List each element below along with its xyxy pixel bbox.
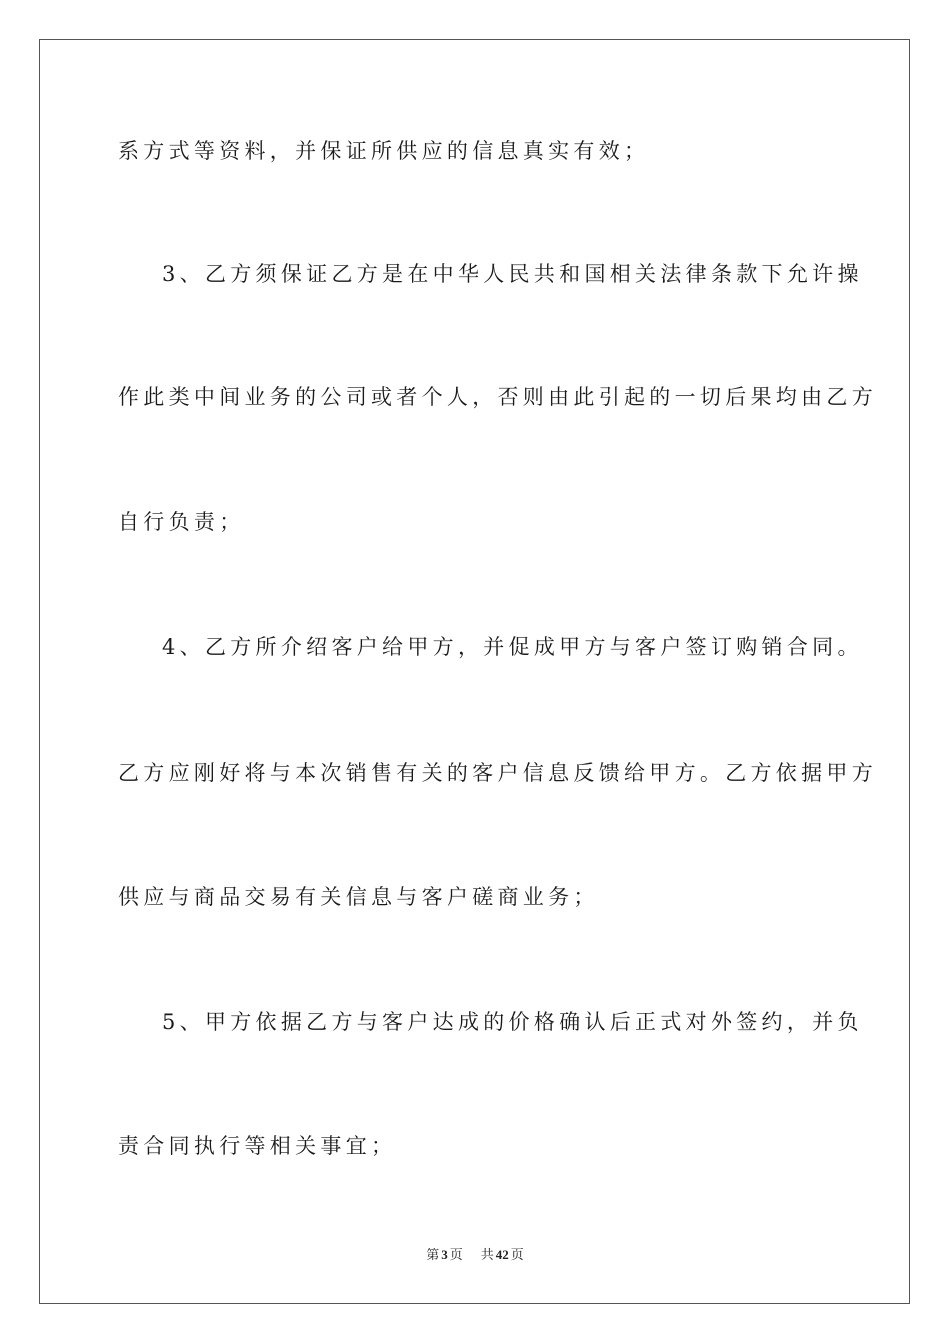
paragraph-line-7: 供应与商品交易有关信息与客户磋商业务； xyxy=(118,885,599,909)
paragraph-line-9: 责合同执行等相关事宜； xyxy=(118,1134,397,1158)
paragraph-line-2: 3、乙方须保证乙方是在中华人民共和国相关法律条款下允许操 xyxy=(162,262,863,286)
total-prefix: 共 xyxy=(480,1247,494,1262)
paragraph-line-3: 作此类中间业务的公司或者个人，否则由此引起的一切后果均由乙方 xyxy=(118,385,877,409)
paragraph-line-1: 系方式等资料，并保证所供应的信息真实有效； xyxy=(118,139,650,163)
paragraph-line-6: 乙方应刚好将与本次销售有关的客户信息反馈给甲方。乙方依据甲方 xyxy=(118,761,877,785)
paragraph-line-8: 5、甲方依据乙方与客户达成的价格确认后正式对外签约，并负 xyxy=(162,1010,863,1034)
page-prefix: 第 xyxy=(426,1247,440,1262)
page-border xyxy=(39,39,910,1304)
paragraph-line-5: 4、乙方所介绍客户给甲方，并促成甲方与客户签订购销合同。 xyxy=(162,635,863,659)
page-suffix: 页 xyxy=(449,1247,463,1262)
paragraph-line-4: 自行负责； xyxy=(118,510,245,534)
page-number: 3 xyxy=(441,1247,448,1262)
total-suffix: 页 xyxy=(510,1247,524,1262)
total-pages: 42 xyxy=(495,1247,509,1262)
page-footer xyxy=(0,1245,950,1265)
